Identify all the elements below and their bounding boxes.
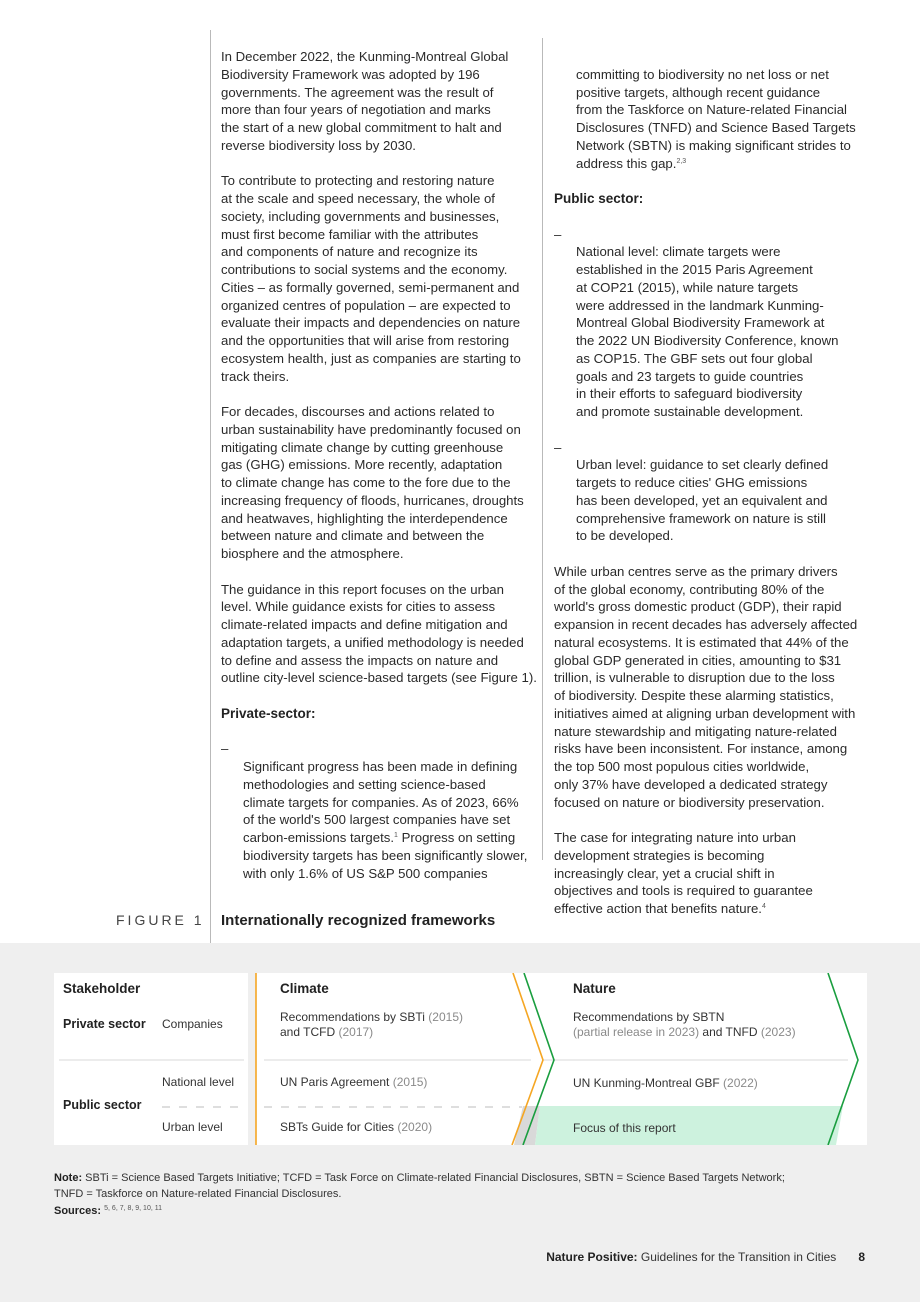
figure-label: FIGURE 1 (116, 912, 205, 928)
bullet-dash: – (554, 226, 562, 242)
climate-companies-text-1: Recommendations by SBTi (280, 1010, 429, 1024)
text-column-left (221, 48, 539, 900)
paragraph-case-for-nature (554, 829, 872, 918)
footer-title: Nature Positive: (546, 1250, 638, 1264)
nature-companies-text-1: Recommendations by SBTN (573, 1010, 725, 1024)
nature-header: Nature (573, 981, 616, 996)
private-sector-bullet-continued (554, 48, 872, 172)
bullet-dash: – (221, 741, 229, 757)
private-sector-bullet (221, 740, 539, 882)
climate-national-cell (280, 1075, 427, 1090)
bullet-dash: – (554, 439, 562, 455)
year-2022: (2022) (723, 1076, 758, 1090)
national-level-bullet (554, 226, 872, 421)
paragraph-guidance-focus: The guidance in this report focuses on the urban level. While guidance exists for cities to assess climate-related impacts and define mitigation and adaptation targets, a unified methodology is needed to define and assess the impacts on nature and outline city-level science-based targets (see Figure 1). (221, 581, 537, 686)
year-2015: (2015) (392, 1075, 428, 1089)
footnote-ref: 2,3 (676, 157, 687, 165)
year-2020: (2020) (397, 1120, 433, 1134)
frameworks-table (54, 973, 867, 1145)
partial-release-2023: (partial release in 2023) (573, 1025, 700, 1039)
national-level-label: National level (162, 1075, 235, 1089)
public-sector-heading: Public sector: (554, 191, 644, 206)
private-sector-heading: Private-sector: (221, 705, 316, 721)
bullet-text-a: Significant progress has been made in defining methodologies and setting science-based climate targets for companies. As of 2023, 66% of the world's 500 largest companies have set carbon-emissions targets. (243, 759, 519, 845)
nature-companies-text-2: and TNFD (699, 1025, 761, 1039)
kunming-montreal-gbf-text: UN Kunming-Montreal GBF (573, 1076, 724, 1090)
urban-level-label: Urban level (162, 1120, 223, 1134)
column-divider-left (210, 30, 211, 943)
climate-companies-cell (280, 1010, 463, 1040)
figure-note (54, 1170, 785, 1202)
note-label: Note: (54, 1172, 83, 1184)
footnote-ref: 1 (394, 832, 398, 839)
sbts-guide-text: SBTs Guide for Cities (280, 1120, 398, 1134)
footnote-ref: 4 (761, 903, 766, 910)
sources-refs: 5, 6, 7, 8, 9, 10, 11 (104, 1205, 162, 1212)
urban-level-text: Urban level: guidance to set clearly defined targets to reduce cities' GHG emissions has been developed, yet an equivalent and comprehensive framework on nature is still to be developed. (576, 457, 829, 544)
national-level-text: National level: climate targets were established in the 2015 Paris Agreement at COP21 (2015), while nature targets were addressed in the landmark Kunming- Montreal Global Biodiversity Framework at the 2022 UN Biodiversity Conference, known as COP15. The GBF sets out four global goals and 23 targets to guide countries in their efforts to safeguard biodiversity and promote sustainable development. (576, 244, 839, 419)
figure-title: Internationally recognized frameworks (221, 912, 496, 929)
climate-companies-text-2: and TCFD (280, 1025, 339, 1039)
companies-label: Companies (162, 1017, 223, 1031)
stakeholder-header: Stakeholder (63, 981, 141, 996)
page-footer (546, 1250, 865, 1264)
case-text: The case for integrating nature into urban development strategies is becoming increasingly clear, yet a crucial shift in objectives and tools is required to guarantee effective action that benefits nature. (554, 830, 813, 916)
figure-sources (54, 1205, 162, 1217)
nature-national-cell (573, 1076, 758, 1091)
climate-header: Climate (280, 981, 329, 996)
column-divider-middle (542, 38, 543, 860)
paragraph-kunming-montreal: In December 2022, the Kunming-Montreal Global Biodiversity Framework was adopted by 196 governments. The agreement was the result of more than four years of negotiation and marks the start of a new global commitment to halt and reverse biodiversity loss by 2030. (221, 49, 509, 153)
urban-level-bullet (554, 439, 872, 546)
sources-label: Sources: (54, 1205, 102, 1217)
bullet-text-b: Progress on setting biodiversity targets has been significantly slower, with only 1.6% of US S&P 500 companies (243, 830, 528, 881)
paragraph-urban-centres: While urban centres serve as the primary drivers of the global economy, contributing 80% of the world's gross domestic product (GDP), their rapid expansion in recent decades has adversely affected natural ecosystems. It is estimated that 44% of the global GDP generated in cities, amounting to $31 trillion, is vulnerable to disruption due to the loss of biodiversity. Despite these alarming statistics, initiatives aimed at aligning urban development with nature stewardship and mitigating nature-related risks have been inconsistent. For instance, among the top 500 most populous cities worldwide, only 37% have developed a dedicated strategy focused on nature or biodiversity preservation. (554, 563, 858, 810)
note-text: SBTi = Science Based Targets Initiative; TCFD = Task Force on Climate-related Financial Disclosures, SBTN = Science Based Targets Network; TNFD = Taskforce on Nature-related Financial Disclosures. (54, 1172, 785, 1200)
continued-text: committing to biodiversity no net loss or net positive targets, although recent guidance from the Taskforce on Nature-related Financial Disclosures (TNFD) and Science Based Targets Network (SBTN) is making significant strides to address this gap. (576, 66, 856, 171)
nature-companies-cell (573, 1010, 796, 1040)
page-number: 8 (858, 1250, 865, 1264)
climate-urban-cell (280, 1120, 432, 1135)
year-2017: (2017) (338, 1025, 374, 1039)
public-sector-label: Public sector (63, 1098, 142, 1112)
year-2015: (2015) (428, 1010, 463, 1024)
stakeholder-column-gap (248, 973, 256, 1145)
focus-of-report-label: Focus of this report (573, 1121, 676, 1135)
paragraph-protecting-nature: To contribute to protecting and restoring nature at the scale and speed necessary, the whole of society, including governments and businesses, must first become familiar with the attributes and components of nature and recognize its contributions to social systems and the economy. Cities – as formally governed, semi-permanent and organized centres of population – are expected to evaluate their impacts and dependencies on nature and the opportunities that will arise from restoring ecosystem health, just as companies are starting to track theirs. (221, 173, 521, 384)
private-sector-label: Private sector (63, 1017, 146, 1031)
text-column-right (554, 48, 872, 936)
paris-agreement-text: UN Paris Agreement (280, 1075, 393, 1089)
year-2023: (2023) (760, 1025, 796, 1039)
footer-subtitle: Guidelines for the Transition in Cities (637, 1250, 837, 1264)
paragraph-urban-sustainability: For decades, discourses and actions related to urban sustainability have predominantly focused on mitigating climate change by cutting greenhouse gas (GHG) emissions. More recently, adaptation to climate change has come to the fore due to the increasing frequency of floods, hurricanes, droughts and heatwaves, highlighting the interdependence between nature and climate and between the biosphere and the atmosphere. (221, 404, 524, 561)
